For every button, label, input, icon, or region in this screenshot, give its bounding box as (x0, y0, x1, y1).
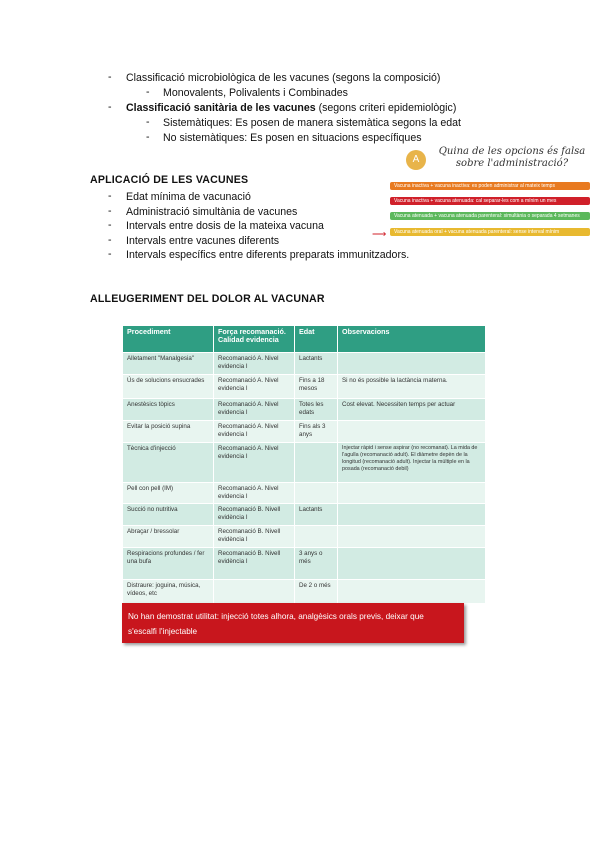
table-row (123, 526, 486, 548)
table-cell (338, 548, 486, 580)
table-row (123, 580, 486, 604)
section1-item: Intervals específics entre diferents preparats immunitzadors. (126, 249, 410, 261)
table-cell (338, 353, 486, 375)
table-cell: Alletament "Manalgesia" (123, 353, 214, 375)
table-header-cell: Procediment (123, 326, 214, 353)
table-cell: Succió no nutritiva (123, 504, 214, 526)
table-cell: Totes les edats (295, 399, 338, 421)
section-title-pain-relief: ALLEUGERIMENT DEL DOLOR AL VACUNAR (90, 293, 325, 305)
table-cell: Recomanació A. Nivel evidencia I (214, 353, 295, 375)
table-cell: Ús de solucions ensucrades (123, 375, 214, 399)
section1-item: Administració simultània de vacunes (126, 206, 298, 218)
table-cell: 3 anys o més (295, 548, 338, 580)
table-cell: Anestèsics tòpics (123, 399, 214, 421)
bullet-dash: - (108, 234, 112, 246)
table-cell (338, 421, 486, 443)
table-cell: Lactants (295, 504, 338, 526)
table-cell: Pell con pell (IM) (123, 483, 214, 504)
table-cell: Recomanació B. Nivell evidència I (214, 548, 295, 580)
table-row (123, 504, 486, 526)
red-note-line: s'escalfi l'injectable (128, 627, 198, 636)
table-cell: Injectar ràpid i sense aspirar (no recomanat). La mida de l'agulla (recomanació adult). El diàmetre depèn de la longitud (recomanació adult). Injectar la múltiple en la posada (recomanació debil) (338, 443, 486, 483)
table-cell: De 2 o més (295, 580, 338, 604)
table-cell: Evitar la posició supina (123, 421, 214, 443)
table-header-cell: Observacions (338, 326, 486, 353)
table-cell: Recomanació A. Nivel evidencia I (214, 375, 295, 399)
table-cell (214, 580, 295, 604)
table-cell: Recomanació A. Nivel evidencia I (214, 421, 295, 443)
list-item-sanitary-bold: Classificació sanitària de les vacunes (126, 102, 316, 114)
table-cell (295, 483, 338, 504)
pain-relief-table (122, 325, 486, 604)
bullet-dash: - (108, 101, 112, 113)
table-cell: Tècnica d'injecció (123, 443, 214, 483)
table-cell (338, 504, 486, 526)
table-cell: Cost elevat. Necessiten temps per actuar (338, 399, 486, 421)
table-header-row (123, 326, 486, 353)
table-cell: Fins a 18 mesos (295, 375, 338, 399)
table-cell: Recomanació A. Nivel evidencia I (214, 399, 295, 421)
table-row (123, 375, 486, 399)
bullet-dash: - (108, 219, 112, 231)
table-row (123, 399, 486, 421)
list-item-sanitary-rest: (segons criteri epidemiològic) (315, 102, 457, 114)
list-item-microbiological: Classificació microbiològica de les vacunes (segons la composició) (126, 72, 441, 84)
quiz-badge: A (406, 150, 426, 170)
table-cell: Distraure: joguina, música, vídeos, etc (123, 580, 214, 604)
table-header-cell: Força recomanació. Calidad evidencia (214, 326, 295, 353)
bullet-dash: - (108, 71, 112, 83)
quiz-option: Vacuna atenuada oral + vacuna atenuada parenteral: sense interval mínim (390, 228, 590, 236)
arrow-icon: ⟶ (372, 229, 387, 240)
bullet-dash: - (146, 131, 150, 143)
quiz-option: Vacuna atenuada + vacuna atenuada parenteral: simultània o separada 4 setmanes (390, 212, 590, 220)
quiz-option: Vacuna inactiva + vacuna inactiva: es poden administrar al mateix temps (390, 182, 590, 190)
bullet-dash: - (108, 190, 112, 202)
bullet-dash: - (108, 205, 112, 217)
table-cell: Recomanació A. Nivel evidencia I (214, 483, 295, 504)
section1-item: Intervals entre vacunes diferents (126, 235, 280, 247)
table-cell: Recomanació B. Nivell evidència I (214, 504, 295, 526)
list-item-sanitary (126, 101, 456, 115)
red-note-line: No han demostrat utilitat: injecció totes alhora, analgèsics orals previs, deixar que (128, 612, 424, 621)
quiz-question: Quina de les opcions és falsa sobre l'administració? (438, 146, 586, 169)
section1-item: Intervals entre dosis de la mateixa vacuna (126, 220, 324, 232)
list-subitem-systematic: Sistemàtiques: Es posen de manera sistemàtica segons la edat (163, 117, 461, 129)
table-cell: Abraçar / bressolar (123, 526, 214, 548)
red-note-box (122, 603, 464, 643)
table-row (123, 421, 486, 443)
table-cell: Recomanació A. Nivel evidencia I (214, 443, 295, 483)
table-header-cell: Edat (295, 326, 338, 353)
table-row (123, 548, 486, 580)
list-subitem-monovalents: Monovalents, Polivalents i Combinades (163, 87, 348, 99)
quiz-option: Vacuna inactiva + vacuna atenuada: cal separar-les com a mínim un mes (390, 197, 590, 205)
table-row (123, 443, 486, 483)
table-cell: Recomanació B. Nivell evidència I (214, 526, 295, 548)
table-cell (338, 483, 486, 504)
table-cell (295, 526, 338, 548)
section1-item: Edat mínima de vacunació (126, 191, 251, 203)
list-subitem-non-systematic: No sistemàtiques: Es posen en situacions específiques (163, 132, 422, 144)
bullet-dash: - (108, 248, 112, 260)
table-cell: Lactants (295, 353, 338, 375)
table-row (123, 483, 486, 504)
table-cell: Si no és possible la lactància materna. (338, 375, 486, 399)
bullet-dash: - (146, 86, 150, 98)
quiz-image (388, 144, 594, 244)
table-row (123, 353, 486, 375)
table-cell (295, 443, 338, 483)
table-cell (338, 580, 486, 604)
table-cell: Respiracions profundes / fer una bufa (123, 548, 214, 580)
table-cell (338, 526, 486, 548)
bullet-dash: - (146, 116, 150, 128)
section-title-application: APLICACIÓ DE LES VACUNES (90, 174, 249, 186)
table-cell: Fins als 3 anys (295, 421, 338, 443)
